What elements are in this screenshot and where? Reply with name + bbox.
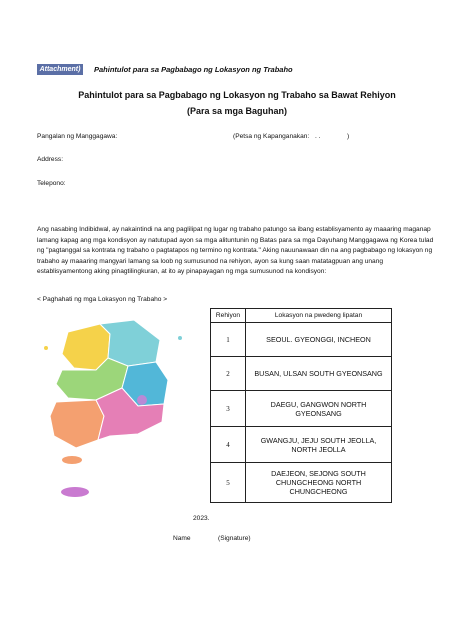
table-row	[211, 463, 392, 503]
column-header-region: Rehiyon	[211, 309, 246, 323]
worker-name-label: Pangalan ng Manggagawa:	[37, 133, 118, 140]
region-area: SEOUL. GYEONGGI, INCHEON	[246, 323, 392, 357]
birthdate-close: )	[347, 133, 350, 140]
map-region-4	[50, 400, 104, 448]
map-daegu-dot	[137, 395, 147, 405]
column-header-location: Lokasyon na pwedeng lipatan	[246, 309, 392, 323]
birthdate-separators: . .	[315, 133, 321, 140]
region-number: 3	[211, 391, 246, 427]
logo	[60, 485, 90, 497]
korea-region-map	[38, 318, 188, 466]
region-number: 4	[211, 427, 246, 463]
phone-label: Telepono:	[37, 180, 66, 187]
table-row	[211, 323, 392, 357]
region-table	[210, 308, 392, 503]
year-text: 2023.	[193, 515, 210, 522]
document-subtitle: (Para sa mga Baguhan)	[186, 106, 288, 116]
birthdate-label: (Petsa ng Kapanganakan:	[233, 133, 310, 140]
region-area: BUSAN, ULSAN SOUTH GYEONSANG	[246, 357, 392, 391]
region-number: 1	[211, 323, 246, 357]
region-number: 5	[211, 463, 246, 503]
map-caption: < Paghahati ng mga Lokasyon ng Trabaho >	[37, 296, 168, 303]
address-label: Address:	[37, 156, 64, 163]
attachment-badge: Attachment)	[37, 64, 83, 75]
attachment-title: Pahintulot para sa Pagbabago ng Lokasyon ng Trabaho	[94, 65, 293, 74]
name-label: Name	[173, 535, 191, 542]
table-row	[211, 357, 392, 391]
consent-paragraph: Ang nasabing Indibidwal, ay nakaintindi na ang paglilipat ng lugar ng trabaho patungo sa ibang establisyamento ay maaaring maganap lamang kapag ang mga kondisyon ay natutupad ayon sa mga alituntunin ng Batas para sa mga Dayuhang Manggagawa ng Korea tulad ng "pagtanggal sa kontrata ng trabaho o pagtatapos ng termino ng kontrata." Aking nauunawaan din na ang pagbabago ng lokasyon ng trabaho ay maaaring mangyari lamang sa loob ng sumusunod na rehiyon, ayon sa kung saan matatagpuan ang unang establisyamentong aking pinagtilingkuran, at ito ay pinapayagan ng mga sumusunod na kondisyon:	[37, 226, 434, 275]
table-row	[211, 427, 392, 463]
region-area: DAEJEON, SEJONG SOUTH CHUNGCHEONG NORTH CHUNGCHEONG	[246, 463, 392, 503]
document-title: Pahintulot para sa Pagbabago ng Lokasyon ng Trabaho sa Bawat Rehiyon	[78, 90, 396, 100]
map-jeju	[62, 456, 82, 464]
signature-label: (Signature)	[218, 535, 251, 542]
table-row	[211, 391, 392, 427]
region-area: DAEGU, GANGWON NORTH GYEONSANG	[246, 391, 392, 427]
region-area: GWANGJU, JEJU SOUTH JEOLLA, NORTH JEOLLA	[246, 427, 392, 463]
region-number: 2	[211, 357, 246, 391]
